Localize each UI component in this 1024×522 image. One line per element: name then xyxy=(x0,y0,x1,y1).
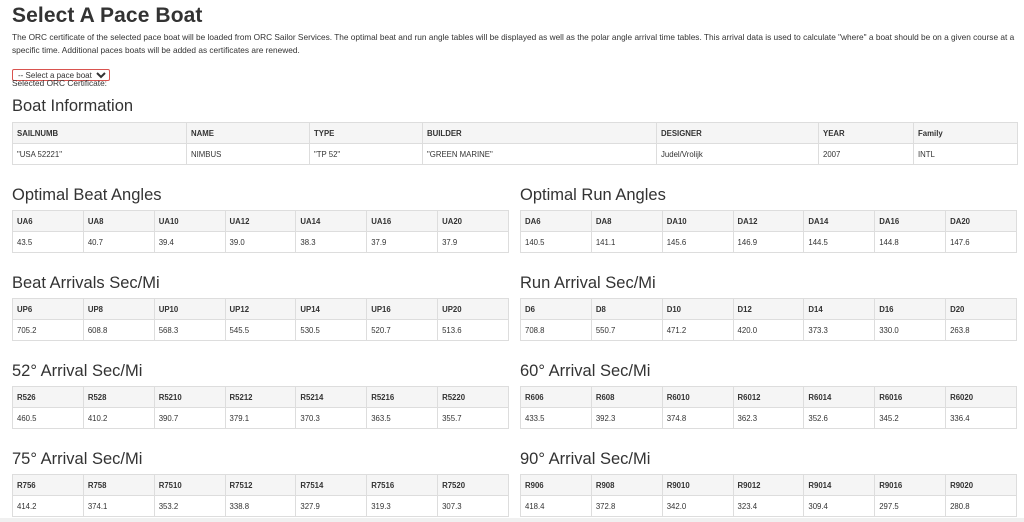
intro-text: The ORC certificate of the selected pace boat will be loaded from ORC Sailor Services. The optimal beat and run angle tables will be displayed as well as the polar angle arrival time tables. This arrival data is used to calculate "where" a boat should be on a given course at a specific time. Additional paces boats will be added as certificates are renewed. xyxy=(12,32,1015,55)
header-cell: DESIGNER xyxy=(657,123,819,144)
header-cell: DA12 xyxy=(733,211,804,232)
table-cell: 345.2 xyxy=(875,408,946,429)
table-header-row xyxy=(521,387,1017,408)
beat-angles-title: Optimal Beat Angles xyxy=(12,186,162,204)
header-cell: D6 xyxy=(521,299,592,320)
table-cell: 330.0 xyxy=(875,320,946,341)
table-header-row xyxy=(521,211,1017,232)
table-cell: 342.0 xyxy=(662,496,733,517)
table-cell: 40.7 xyxy=(83,232,154,253)
header-cell: D16 xyxy=(875,299,946,320)
table-row xyxy=(13,320,509,341)
table-cell: 414.2 xyxy=(13,496,84,517)
header-cell: R5210 xyxy=(154,387,225,408)
table-row xyxy=(521,408,1017,429)
header-cell: R5220 xyxy=(438,387,509,408)
table-cell: 374.1 xyxy=(83,496,154,517)
header-cell: DA10 xyxy=(662,211,733,232)
table-cell: 550.7 xyxy=(591,320,662,341)
header-cell: R608 xyxy=(591,387,662,408)
table-cell: NIMBUS xyxy=(187,144,310,165)
table-cell: 263.8 xyxy=(946,320,1017,341)
table-cell: 39.4 xyxy=(154,232,225,253)
header-cell: R7512 xyxy=(225,475,296,496)
boat-info-title: Boat Information xyxy=(12,97,134,115)
header-cell: UP14 xyxy=(296,299,367,320)
table-cell: 373.3 xyxy=(804,320,875,341)
header-cell: D20 xyxy=(946,299,1017,320)
table-cell: 390.7 xyxy=(154,408,225,429)
table-cell: 460.5 xyxy=(13,408,84,429)
table-cell: Judel/Vrolijk xyxy=(657,144,819,165)
table-cell: 39.0 xyxy=(225,232,296,253)
run-arrivals-table xyxy=(520,298,1017,341)
header-cell: UP8 xyxy=(83,299,154,320)
table-header-row xyxy=(13,299,509,320)
table-cell: 2007 xyxy=(819,144,914,165)
table-cell: 410.2 xyxy=(83,408,154,429)
table-cell: 352.6 xyxy=(804,408,875,429)
header-cell: D12 xyxy=(733,299,804,320)
table-row xyxy=(13,408,509,429)
table-cell: 309.4 xyxy=(804,496,875,517)
header-cell: Family xyxy=(914,123,1018,144)
header-cell: R908 xyxy=(591,475,662,496)
table-cell: 379.1 xyxy=(225,408,296,429)
table-header-row xyxy=(13,211,509,232)
table-cell: 147.6 xyxy=(946,232,1017,253)
table-cell: 280.8 xyxy=(946,496,1017,517)
table-row xyxy=(521,320,1017,341)
header-cell: UA14 xyxy=(296,211,367,232)
table-cell: 545.5 xyxy=(225,320,296,341)
header-cell: R7510 xyxy=(154,475,225,496)
table-cell: 392.3 xyxy=(591,408,662,429)
table-cell: 568.3 xyxy=(154,320,225,341)
header-cell: R6010 xyxy=(662,387,733,408)
table-cell: 363.5 xyxy=(367,408,438,429)
table-cell: 520.7 xyxy=(367,320,438,341)
header-cell: UA12 xyxy=(225,211,296,232)
table-cell: 327.9 xyxy=(296,496,367,517)
table-cell: 144.8 xyxy=(875,232,946,253)
table-cell: 513.6 xyxy=(438,320,509,341)
table-cell: 319.3 xyxy=(367,496,438,517)
table-cell: 353.2 xyxy=(154,496,225,517)
header-cell: R526 xyxy=(13,387,84,408)
header-cell: R9020 xyxy=(946,475,1017,496)
header-cell: R7516 xyxy=(367,475,438,496)
header-cell: DA16 xyxy=(875,211,946,232)
table-row xyxy=(521,232,1017,253)
header-cell: SAILNUMB xyxy=(13,123,187,144)
run-arrivals-title: Run Arrival Sec/Mi xyxy=(520,274,656,292)
table-cell: 37.9 xyxy=(367,232,438,253)
header-cell: D8 xyxy=(591,299,662,320)
header-cell: DA8 xyxy=(591,211,662,232)
header-cell: R906 xyxy=(521,475,592,496)
table-cell: 418.4 xyxy=(521,496,592,517)
header-cell: UA6 xyxy=(13,211,84,232)
header-cell: UP20 xyxy=(438,299,509,320)
table-header-row xyxy=(13,123,1018,144)
table-cell: 38.3 xyxy=(296,232,367,253)
header-cell: DA6 xyxy=(521,211,592,232)
header-cell: DA20 xyxy=(946,211,1017,232)
arrival-60-table xyxy=(520,386,1017,429)
table-cell: 145.6 xyxy=(662,232,733,253)
table-cell: 362.3 xyxy=(733,408,804,429)
table-cell: 43.5 xyxy=(13,232,84,253)
header-cell: D10 xyxy=(662,299,733,320)
table-cell: 146.9 xyxy=(733,232,804,253)
header-cell: NAME xyxy=(187,123,310,144)
table-cell: 705.2 xyxy=(13,320,84,341)
header-cell: R9014 xyxy=(804,475,875,496)
header-cell: R5216 xyxy=(367,387,438,408)
selected-certificate-label: Selected ORC Certificate: xyxy=(12,78,107,88)
table-cell: 336.4 xyxy=(946,408,1017,429)
arrival-90-table xyxy=(520,474,1017,517)
table-header-row xyxy=(13,387,509,408)
table-cell: 37.9 xyxy=(438,232,509,253)
table-cell: 355.7 xyxy=(438,408,509,429)
table-cell: 471.2 xyxy=(662,320,733,341)
run-angles-table xyxy=(520,210,1017,253)
table-cell: 370.3 xyxy=(296,408,367,429)
header-cell: UP6 xyxy=(13,299,84,320)
table-cell: 338.8 xyxy=(225,496,296,517)
header-cell: BUILDER xyxy=(423,123,657,144)
table-cell: 530.5 xyxy=(296,320,367,341)
table-row xyxy=(13,496,509,517)
table-cell: 297.5 xyxy=(875,496,946,517)
table-header-row xyxy=(521,299,1017,320)
table-cell: 708.8 xyxy=(521,320,592,341)
arrival-52-title: 52° Arrival Sec/Mi xyxy=(12,362,143,380)
header-cell: R6016 xyxy=(875,387,946,408)
beat-arrivals-title: Beat Arrivals Sec/Mi xyxy=(12,274,160,292)
header-cell: R528 xyxy=(83,387,154,408)
header-cell: R9012 xyxy=(733,475,804,496)
table-header-row xyxy=(521,475,1017,496)
header-cell: R9010 xyxy=(662,475,733,496)
header-cell: R606 xyxy=(521,387,592,408)
table-cell: 374.8 xyxy=(662,408,733,429)
table-cell: 608.8 xyxy=(83,320,154,341)
table-cell: 420.0 xyxy=(733,320,804,341)
beat-angles-table xyxy=(12,210,509,253)
horizontal-scrollbar[interactable] xyxy=(0,518,1024,522)
table-cell: 433.5 xyxy=(521,408,592,429)
header-cell: D14 xyxy=(804,299,875,320)
arrival-90-title: 90° Arrival Sec/Mi xyxy=(520,450,651,468)
arrival-75-title: 75° Arrival Sec/Mi xyxy=(12,450,143,468)
table-cell: "TP 52" xyxy=(310,144,423,165)
arrival-60-title: 60° Arrival Sec/Mi xyxy=(520,362,651,380)
table-cell: 141.1 xyxy=(591,232,662,253)
header-cell: DA14 xyxy=(804,211,875,232)
header-cell: UA16 xyxy=(367,211,438,232)
page-title: Select A Pace Boat xyxy=(12,4,203,27)
table-row xyxy=(521,496,1017,517)
header-cell: R758 xyxy=(83,475,154,496)
table-cell: 372.8 xyxy=(591,496,662,517)
header-cell: R756 xyxy=(13,475,84,496)
table-header-row xyxy=(13,475,509,496)
header-cell: UP12 xyxy=(225,299,296,320)
header-cell: R6012 xyxy=(733,387,804,408)
table-row xyxy=(13,232,509,253)
table-row xyxy=(13,144,1018,165)
table-cell: "USA 52221" xyxy=(13,144,187,165)
boat-info-table xyxy=(12,122,1018,165)
header-cell: TYPE xyxy=(310,123,423,144)
table-cell: INTL xyxy=(914,144,1018,165)
header-cell: R6014 xyxy=(804,387,875,408)
header-cell: R7520 xyxy=(438,475,509,496)
header-cell: R6020 xyxy=(946,387,1017,408)
header-cell: R7514 xyxy=(296,475,367,496)
table-cell: 323.4 xyxy=(733,496,804,517)
table-cell: "GREEN MARINE" xyxy=(423,144,657,165)
header-cell: R5214 xyxy=(296,387,367,408)
beat-arrivals-table xyxy=(12,298,509,341)
arrival-75-table xyxy=(12,474,509,517)
header-cell: UA20 xyxy=(438,211,509,232)
table-cell: 144.5 xyxy=(804,232,875,253)
table-cell: 307.3 xyxy=(438,496,509,517)
header-cell: UP16 xyxy=(367,299,438,320)
arrival-52-table xyxy=(12,386,509,429)
table-cell: 140.5 xyxy=(521,232,592,253)
header-cell: UA8 xyxy=(83,211,154,232)
header-cell: UP10 xyxy=(154,299,225,320)
run-angles-title: Optimal Run Angles xyxy=(520,186,666,204)
header-cell: R5212 xyxy=(225,387,296,408)
header-cell: YEAR xyxy=(819,123,914,144)
header-cell: R9016 xyxy=(875,475,946,496)
header-cell: UA10 xyxy=(154,211,225,232)
